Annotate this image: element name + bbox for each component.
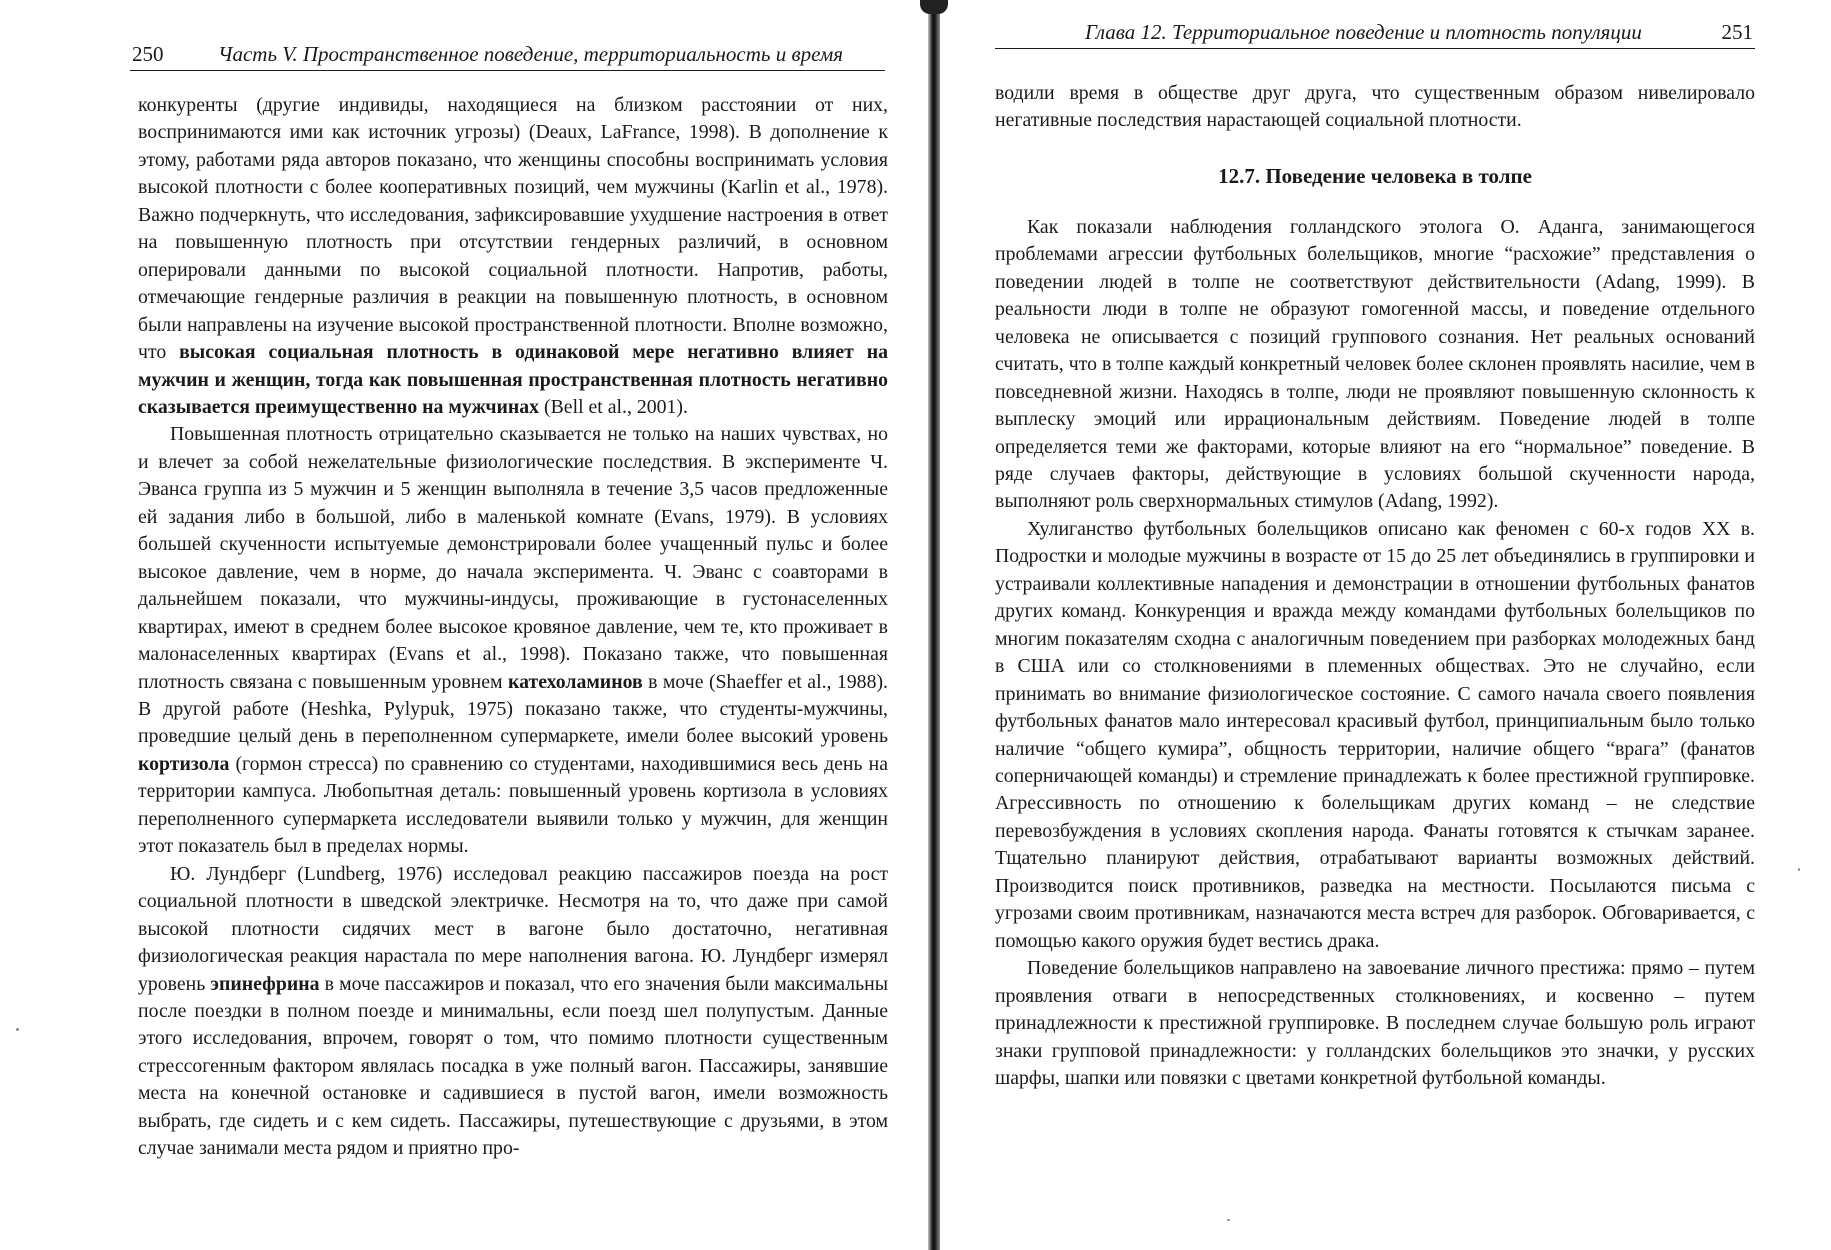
bold-term: катехоламинов — [508, 670, 643, 693]
section-title: 12.7. Поведение человека в толпе — [1218, 163, 1532, 188]
left-page-header — [130, 40, 885, 71]
text-run: Ю. Лундберг (Lundberg, 1976) исследовал реакцию пассажиров поезда на рост социальной плотности в шведской электричке. Несмотря на то, что даже при самой высокой плотности сидячих мест в вагоне было достаточно, негативная физиологическая реакция нарастала по мере наполнения вагона. Ю. Лундберг измерял уровень — [138, 862, 888, 995]
paragraph — [138, 92, 888, 421]
text-run: конкуренты (другие индивиды, находящиеся на близком расстоянии от них, воспринимаются ими как источник угрозы) (Deaux, LaFrance, 1998). В дополнение к этому, работами ряда авторов показано, что женщины способны воспринимать условия высокой плотности с более кооперативных позиций, чем мужчины (Karlin et al., 1978). Важно подчеркнуть, что исследования, зафиксировавшие ухудшение настроения в ответ на повышенную плотность при отсутствии гендерных различий, в основном оперировали данными по высокой социальной плотности. Напротив, работы, отмечающие гендерные различия в реакции на повышенную плотность, в основном были направлены на изучение высокой пространственной плотности. Вполне возможно, что — [138, 94, 888, 364]
running-head: Часть V. Пространственное поведение, территориальность и время — [218, 42, 844, 66]
page-number: 251 — [1721, 20, 1753, 44]
bold-term: кортизола — [138, 752, 230, 775]
bold-term: эпинефрина — [210, 972, 320, 995]
page-number: 250 — [132, 42, 164, 66]
text-run: (Bell et al., 2001). — [539, 395, 688, 418]
paragraph: водили время в обществе друг друга, что существенным образом нивелировало негативные последствия нарастающей социальной плотности. — [995, 82, 1755, 132]
paragraph: Как показали наблюдения голландского этолога О. Аданга, занимающегося проблемами агрессии футбольных болельщиков, многие “расхожие” представления о поведении людей в толпе не соответствуют действительности (Adang, 1999). В реальности люди в толпе не образуют гомогенной массы, и поведение отдельного человека не описывается с позиций группового сознания. Нет реальных оснований считать, что в толпе каждый конкретный человек более склонен проявлять насилие, чем в повседневной жизни. Находясь в толпе, люди не проявляют повышенную склонность к выплеску эмоций или иррациональным действиям. Поведение людей в толпе определяется теми же факторами, которые влияют на его “нормальное” поведение. В ряде случаев факторы, действующие в условиях большой скученности народа, выполняют роль сверхнормальных стимулов (Adang, 1992). — [995, 215, 1755, 513]
bold-term: высокая социальная плотность в одинаковой мере негативно влияет на мужчин и женщин, тогда как повышенная пространственная плотность негативно сказывается преимущественно на мужчинах — [138, 341, 889, 418]
running-head: Глава 12. Территориальное поведение и плотность популяции — [1085, 20, 1642, 44]
text-run: Повышенная плотность отрицательно сказывается не только на наших чувствах, но и влечет за собой нежелательные физиологические последствия. В эксперименте Ч. Эванса группа из 5 мужчин и 5 женщин выполняла в течение 3,5 часов предложенные ей задания либо в большой, либо в маленькой комнате (Evans, 1979). В условиях большей скученности испытуемые демонстрировали более учащенный пульс и более высокое давление, чем в норме, до начала эксперимента. Ч. Эванс с соавторами в дальнейшем показали, что мужчины-индусы, проживающие в густонаселенных квартирах, имеют в среднем более высокое кровяное давление, чем те, кто проживает в малонаселенных квартирах (Evans et al., 1998). Показано также, что повышенная плотность связана с повышенным уровнем — [138, 423, 888, 693]
paragraph — [138, 421, 888, 860]
left-page-body — [138, 92, 888, 1163]
paragraph — [138, 861, 888, 1163]
text-run: в моче пассажиров и показал, что его значения были максимальны после поездки в полном поезде и минимальны, если поезд шел полупустым. Данные этого исследования, впрочем, говорят о том, что помимо плотности существенным стрессогенным фактором являлась посадка в уже полный вагон. Пассажиры, занявшие места на конечной остановке и садившиеся в пустой вагон, имели возможность выбрать, где сидеть и с кем сидеть. Пассажиры, путешествующие с друзьями, в этом случае занимали места рядом и приятно про- — [138, 972, 888, 1160]
right-page-header — [995, 18, 1755, 49]
paragraph: Поведение болельщиков направлено на завоевание личного престижа: прямо – путем проявления отваги в непосредственных столкновениях, и косвенно – путем принадлежности к престижной группировке. В последнем случае большую роль играют знаки групповой принадлежности: у голландских болельщиков это значки, у русских шарфы, шапки или повязки с цветами конкретной футбольной команды. — [995, 957, 1755, 1089]
right-page — [935, 0, 1831, 1250]
paragraph: Хулиганство футбольных болельщиков описано как феномен с 60-х годов XX в. Подростки и молодые мужчины в возрасте от 15 до 25 лет объединялись в группировки и устраивали коллективные нападения и демонстрации в отношении футбольных фанатов других команд. Конкуренция и вражда между командами футбольных болельщиков по многим показателям сходна с аналогичным поведением при разборках молодежных банд в США или со столкновениями в племенных обществах. Это не случайно, если принимать во внимание физиологическое состояние. С самого начала своего появления футбольных фанатов мало интересовал красивый футбол, принципиальным было только наличие “общего кумира”, общность территории, наличие общего “врага” (фанатов соперничающей команды) и стремление принадлежать к более престижной группировке. Агрессивность по отношению к болельщикам других команд – не следствие перевозбуждения в условиях скопления народа. Фанаты готовятся к стычкам заранее. Тщательно планируют действия, отрабатывают варианты возможных действий. Производится поиск противников, разведка на местности. Посылаются письма с угрозами своим противникам, назначаются места встреч для разборок. Обговаривается, с помощью какого оружия будет вестись драка. — [995, 517, 1755, 952]
text-run: (гормон стресса) по сравнению со студентами, находившимися весь день на территории кампуса. Любопытная деталь: повышенный уровень кортизола в условиях переполненного супермаркета исследователи выявили только у мужчин, для женщин этот показатель был в пределах нормы. — [138, 752, 888, 858]
right-page-body — [995, 80, 1755, 1092]
text-run: в моче (Shaeffer et al., 1988). В другой работе (Heshka, Pylypuk, 1975) показано также, что студенты-мужчины, проведшие целый день в переполненном супермаркете, имели более высокий уровень — [138, 670, 888, 748]
